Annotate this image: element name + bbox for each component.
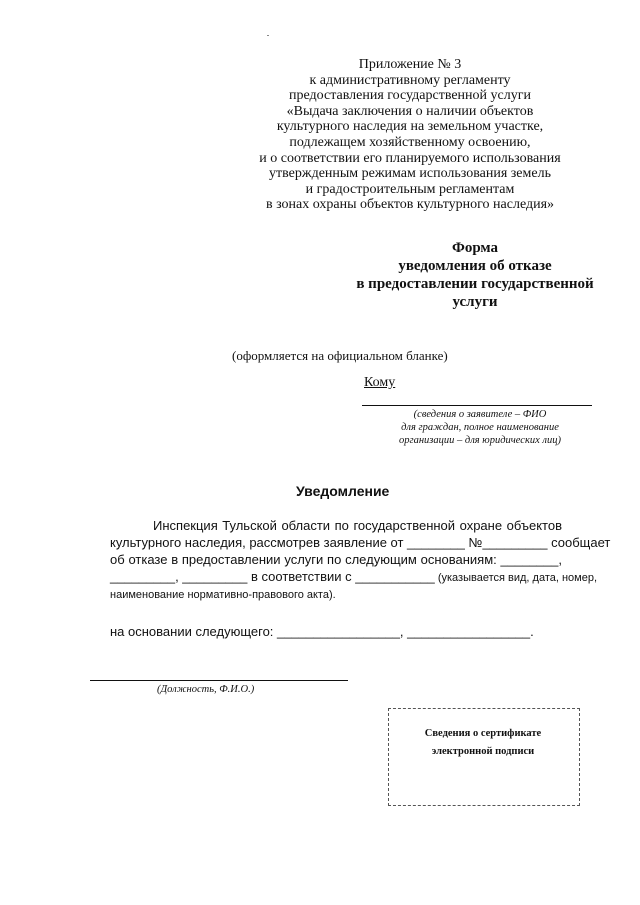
notice-body-line: Инспекция Тульской области по государственной охране объектов [153, 518, 562, 533]
notice-body-line: культурного наследия, рассмотрев заявление от ________ №_________ сообщает [110, 535, 611, 550]
scan-speck [267, 35, 269, 36]
appendix-line: «Выдача заключения о наличии объектов [286, 103, 534, 119]
certificate-text [388, 725, 578, 761]
form-title-line: в предоставлении государственной [356, 276, 594, 292]
appendix-line: и градостроительным регламентам [305, 181, 515, 197]
notice-body-note: (указывается вид, дата, номер, [434, 572, 598, 584]
notice-body-line [110, 568, 598, 587]
appendix-line: и о соответствии его планируемого использования [259, 150, 561, 166]
recipient-caption-line: организации – для юридических лиц) [399, 435, 561, 446]
recipient-caption-line: (сведения о заявителе – ФИО [413, 409, 547, 420]
form-title-line: уведомления об отказе [398, 258, 552, 274]
certificate-line: Сведения о сертификате [424, 728, 542, 739]
form-title-line: услуги [452, 294, 498, 310]
appendix-line: к административному регламенту [309, 72, 511, 88]
official-blank-note: (оформляется на официальном бланке) [232, 348, 448, 363]
notice-body-line: об отказе в предоставлении услуги по следующим основаниям: ________, [110, 552, 562, 567]
basis-line: на основании следующего: _________________, _________________. [110, 624, 534, 639]
form-title [330, 239, 620, 311]
appendix-line: в зонах охраны объектов культурного наследия» [265, 197, 555, 213]
appendix-line: Приложение № 3 [358, 57, 462, 72]
appendix-line: подлежащем хозяйственному освоению, [289, 134, 531, 150]
recipient-line [362, 405, 592, 406]
appendix-line: предоставления государственной услуги [289, 88, 531, 104]
notice-title: Уведомление [296, 483, 390, 499]
form-title-line: Форма [451, 240, 499, 256]
notice-body [110, 517, 611, 604]
appendix-header [240, 57, 580, 213]
notice-body-line: наименование нормативно-правового акта). [110, 589, 336, 601]
notice-body-text: _________, _________ в соответствии с ___________ [110, 569, 435, 584]
signature-line [90, 680, 348, 681]
recipient-caption [376, 408, 584, 447]
recipient-caption-line: для граждан, полное наименование [401, 422, 559, 433]
certificate-line: электронной подписи [431, 746, 535, 757]
recipient-label: Кому [364, 375, 396, 390]
signature-caption: (Должность, Ф.И.О.) [157, 684, 255, 695]
appendix-line: культурного наследия на земельном участке, [276, 119, 544, 135]
appendix-line: утвержденным режимам использования земель [269, 166, 551, 182]
